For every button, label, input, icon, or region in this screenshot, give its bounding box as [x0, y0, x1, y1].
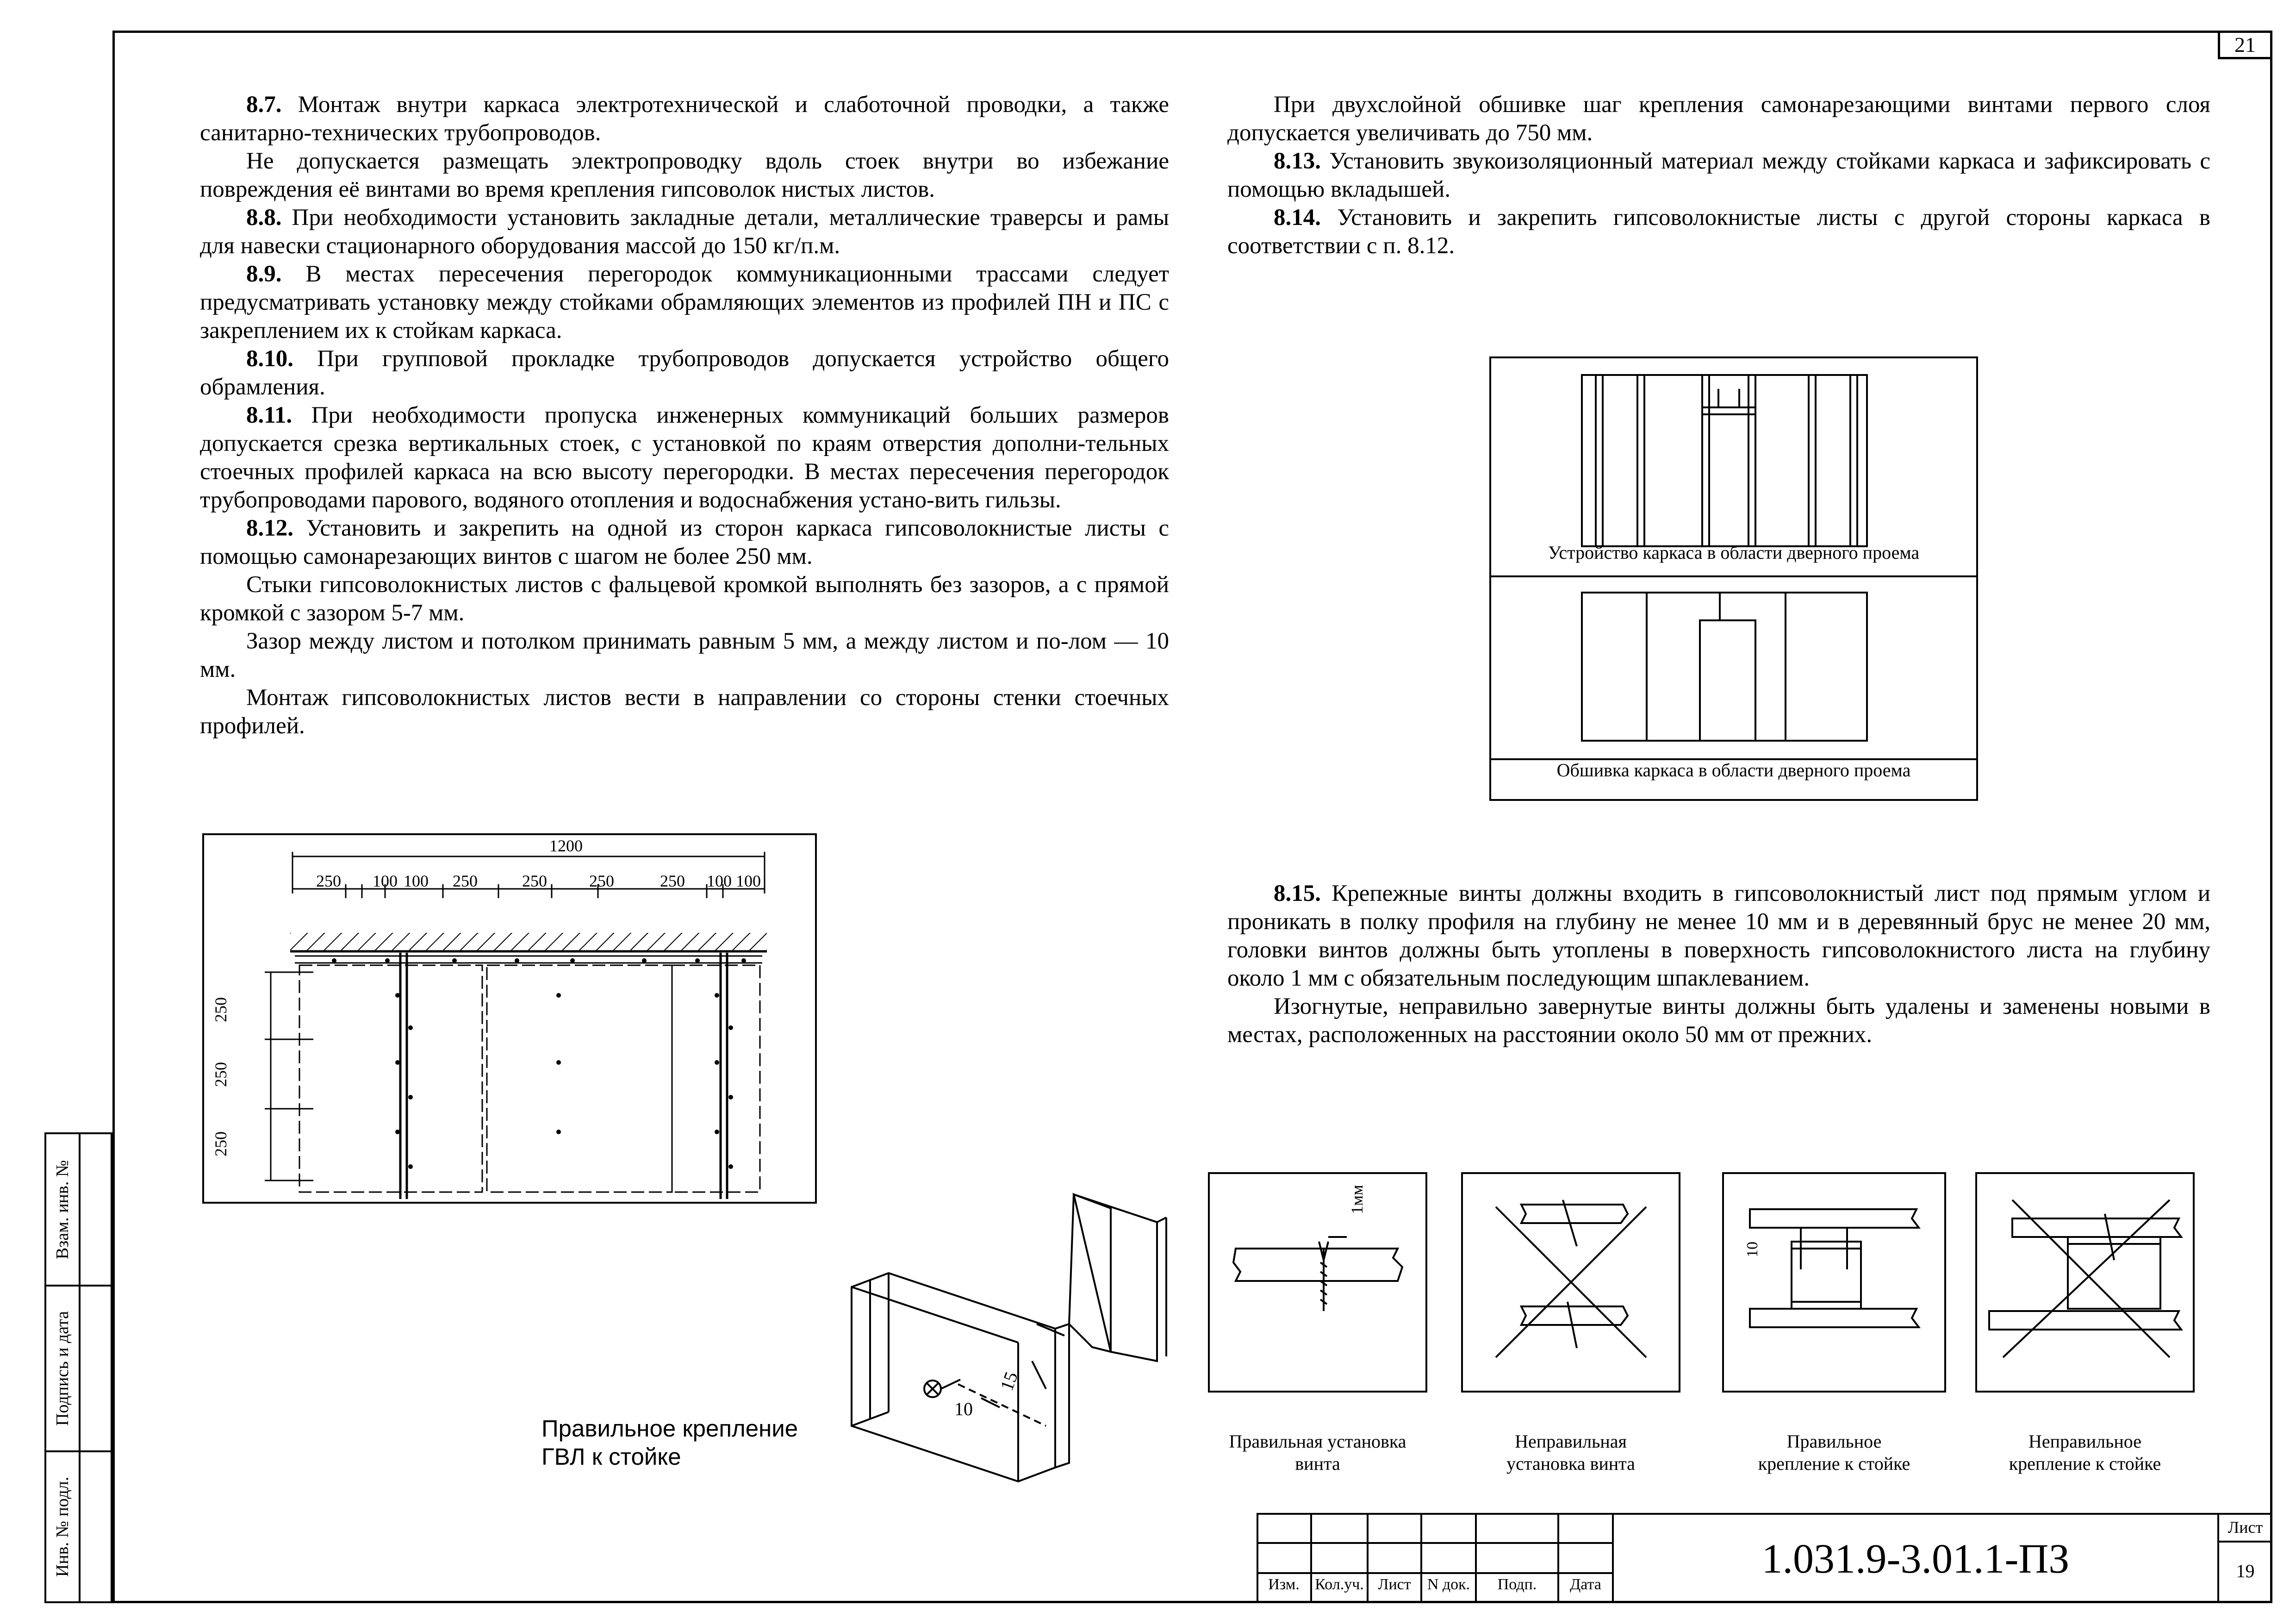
left-text-column	[200, 91, 1169, 740]
side-cell-replacement	[44, 1132, 112, 1287]
side-strip	[44, 1132, 112, 1603]
dim-top-8: 100	[707, 872, 732, 890]
tb-header-signature: Подп.	[1497, 1576, 1537, 1593]
dim-side-1: 250	[212, 997, 230, 1022]
paragraph-number: 8.12.	[246, 515, 293, 541]
paragraph-text: При необходимости установить закладные детали, металлические траверсы и рамы для навески стационарного оборудования массой до 150 кг/п.м.	[200, 205, 1169, 259]
paragraph-number: 8.15.	[1274, 881, 1321, 906]
screw-dim-10: 10	[1744, 1242, 1761, 1257]
dim-side-3: 250	[212, 1131, 230, 1156]
paragraph-text: Установить и закрепить гипсоволокнистые листы с другой стороны каркаса в соответствии с п. 8.12.	[1227, 205, 2210, 259]
iso-caption	[541, 1414, 798, 1471]
document-code: 1.031.9-3.01.1-ПЗ	[1761, 1536, 2070, 1582]
screw-caption-3-line1: Правильное	[1786, 1431, 1882, 1452]
iso-dim-15: 15	[996, 1369, 1022, 1393]
right-top-text-column	[1227, 91, 2210, 260]
screw-drawing-1	[1208, 1172, 1427, 1393]
tb-header-count: Кол.уч.	[1315, 1576, 1364, 1593]
dim-side-2: 250	[212, 1062, 230, 1087]
paragraph-text: Крепежные винты должны входить в гипсоволокнистый лист под прямым углом и проникать в полку профиля на глубину не менее 10 мм и в деревянный брус не менее 20 мм, головки винтов должны быть утоплены в поверхность гипсоволокнистого листа на глубину около 1 мм с обязательным последующим шпаклеванием.	[1227, 881, 2210, 991]
door-caption-bottom: Обшивка каркаса в области дверного проема	[1556, 760, 1911, 781]
screw-caption-4-line1: Неправильное	[2028, 1431, 2141, 1452]
screw-caption-2-line2: установка винта	[1506, 1453, 1635, 1474]
paragraph-number: 8.10.	[246, 346, 293, 372]
right-column-top-paragraph	[1227, 91, 2210, 147]
dim-top-4: 250	[453, 872, 478, 890]
screw-caption-4-line2: крепление к стойке	[2009, 1453, 2161, 1474]
paragraph-number: 8.7.	[246, 92, 282, 118]
left-column-paragraph	[200, 571, 1169, 627]
screw-dim-1mm: 1мм	[1347, 1185, 1366, 1214]
paragraph-text: Монтаж гипсоволокнистых листов вести в направлении со стороны стенки стоечных профилей.	[200, 685, 1169, 739]
paragraph-text: В местах пересечения перегородок коммуникационными трассами следует предусматривать установку между стойками обрамляющих элементов из профилей ПН и ПС с закреплением их к стойкам каркаса.	[200, 261, 1169, 344]
paragraph-text: Стыки гипсоволокнистых листов с фальцевой кромкой выполнять без зазоров, а с прямой кромкой с зазором 5-7 мм.	[200, 572, 1169, 626]
right-column-top-paragraph	[1227, 147, 2210, 204]
isometric-stud-drawing	[852, 1185, 1185, 1472]
dim-top-3: 100	[404, 872, 429, 890]
paragraph-text: Монтаж внутри каркаса электротехнической и слаботочной проводки, а также санитарно-технических трубопроводов.	[200, 92, 1169, 146]
paragraph-text: Установить звукоизоляционный материал между стойками каркаса и зафиксировать с помощью вкладышей.	[1227, 148, 2210, 202]
side-label-signature: Подпись и дата	[53, 1311, 72, 1426]
dim-top-2: 100	[373, 872, 398, 890]
dim-top-5: 250	[522, 872, 547, 890]
list-number: 19	[2236, 1561, 2255, 1581]
paragraph-number: 8.11.	[246, 402, 292, 428]
screw-drawing-2	[1461, 1172, 1680, 1393]
left-column-paragraph	[200, 684, 1169, 740]
side-label-original-inventory: Инв. № подл.	[53, 1476, 72, 1577]
right-column-bottom-paragraph	[1227, 880, 2210, 993]
paragraph-text: Зазор между листом и потолком принимать равным 5 мм, а между листом и по-лом — 10 мм.	[200, 628, 1169, 682]
screw-drawing-4	[1975, 1172, 2195, 1393]
paragraph-number: 8.9.	[246, 261, 282, 287]
screw-caption-2	[1447, 1430, 1694, 1475]
tb-header-sheet: Лист	[1378, 1576, 1411, 1593]
dim-top-6: 250	[589, 872, 614, 890]
screw-caption-3-line2: крепление к стойке	[1758, 1453, 1910, 1474]
paragraph-number: 8.13.	[1274, 148, 1321, 174]
paragraph-text: При необходимости пропуска инженерных коммуникаций больших размеров допускается срезка вертикальных стоек, с установкой по краям отверстия дополни-тельных стоечных профилей каркаса на всю высоту перегородки. В местах пересечения перегородок трубопроводами парового, водяного отопления и водоснабжения устано-вить гильзы.	[200, 402, 1169, 513]
door-caption-top: Устройство каркаса в области дверного проема	[1548, 542, 1920, 563]
dim-top-7: 250	[660, 872, 685, 890]
left-column-paragraph	[200, 91, 1169, 147]
dim-total: 1200	[549, 837, 583, 855]
tb-header-date: Дата	[1570, 1576, 1601, 1593]
right-bottom-text-column	[1227, 880, 2210, 1049]
paragraph-text: Не допускается размещать электропроводку вдоль стоек внутри во избежание повреждения её винтами во время крепления гипсоволок нистых листов.	[200, 148, 1169, 202]
iso-caption-line2: ГВЛ к стойке	[541, 1443, 681, 1470]
screw-caption-1-line1: Правильная установка	[1229, 1431, 1406, 1452]
screw-caption-4	[1961, 1430, 2209, 1475]
left-column-paragraph	[200, 627, 1169, 684]
screw-caption-1-line2: винта	[1295, 1453, 1340, 1474]
left-column-paragraph	[200, 514, 1169, 571]
iso-caption-line1: Правильное крепление	[541, 1415, 798, 1442]
list-label: Лист	[2228, 1518, 2263, 1537]
left-column-paragraph	[200, 260, 1169, 345]
left-column-paragraph	[200, 147, 1169, 204]
screw-caption-1	[1194, 1430, 1441, 1475]
left-column-paragraph	[200, 401, 1169, 514]
paragraph-number: 8.14.	[1274, 205, 1321, 231]
side-cell-original-inventory	[44, 1450, 112, 1603]
tb-header-doc-number: N док.	[1427, 1576, 1470, 1593]
tb-header-change: Изм.	[1268, 1576, 1300, 1593]
top-sheet-number: 21	[2218, 31, 2272, 59]
door-opening-drawing	[1489, 356, 1978, 801]
screw-caption-2-line1: Неправильная	[1515, 1431, 1627, 1452]
paragraph-text: Изогнутые, неправильно завернутые винты должны быть удалены и заменены новыми в местах, расположенных на расстоянии около 50 мм от прежних.	[1227, 993, 2210, 1048]
left-column-paragraph	[200, 345, 1169, 401]
dim-top-9: 100	[736, 872, 761, 890]
iso-dim-10: 10	[954, 1399, 973, 1419]
screw-drawing-3	[1722, 1172, 1946, 1393]
paragraph-number: 8.8.	[246, 205, 282, 231]
paragraph-text: Установить и закрепить на одной из сторон каркаса гипсоволокнистые листы с помощью самонарезающих винтов с шагом не более 250 мм.	[200, 515, 1169, 569]
right-column-bottom-paragraph	[1227, 993, 2210, 1049]
right-column-top-paragraph	[1227, 204, 2210, 260]
side-label-replacement: Взам. инв. №	[53, 1160, 72, 1259]
dim-top-1: 250	[316, 872, 341, 890]
paragraph-text: При двухслойной обшивке шаг крепления самонарезающими винтами первого слоя допускается увеличивать до 750 мм.	[1227, 92, 2210, 146]
left-column-paragraph	[200, 204, 1169, 260]
screw-caption-3	[1711, 1430, 1958, 1475]
paragraph-text: При групповой прокладке трубопроводов допускается устройство общего обрамления.	[200, 346, 1169, 400]
side-cell-signature	[44, 1285, 112, 1452]
